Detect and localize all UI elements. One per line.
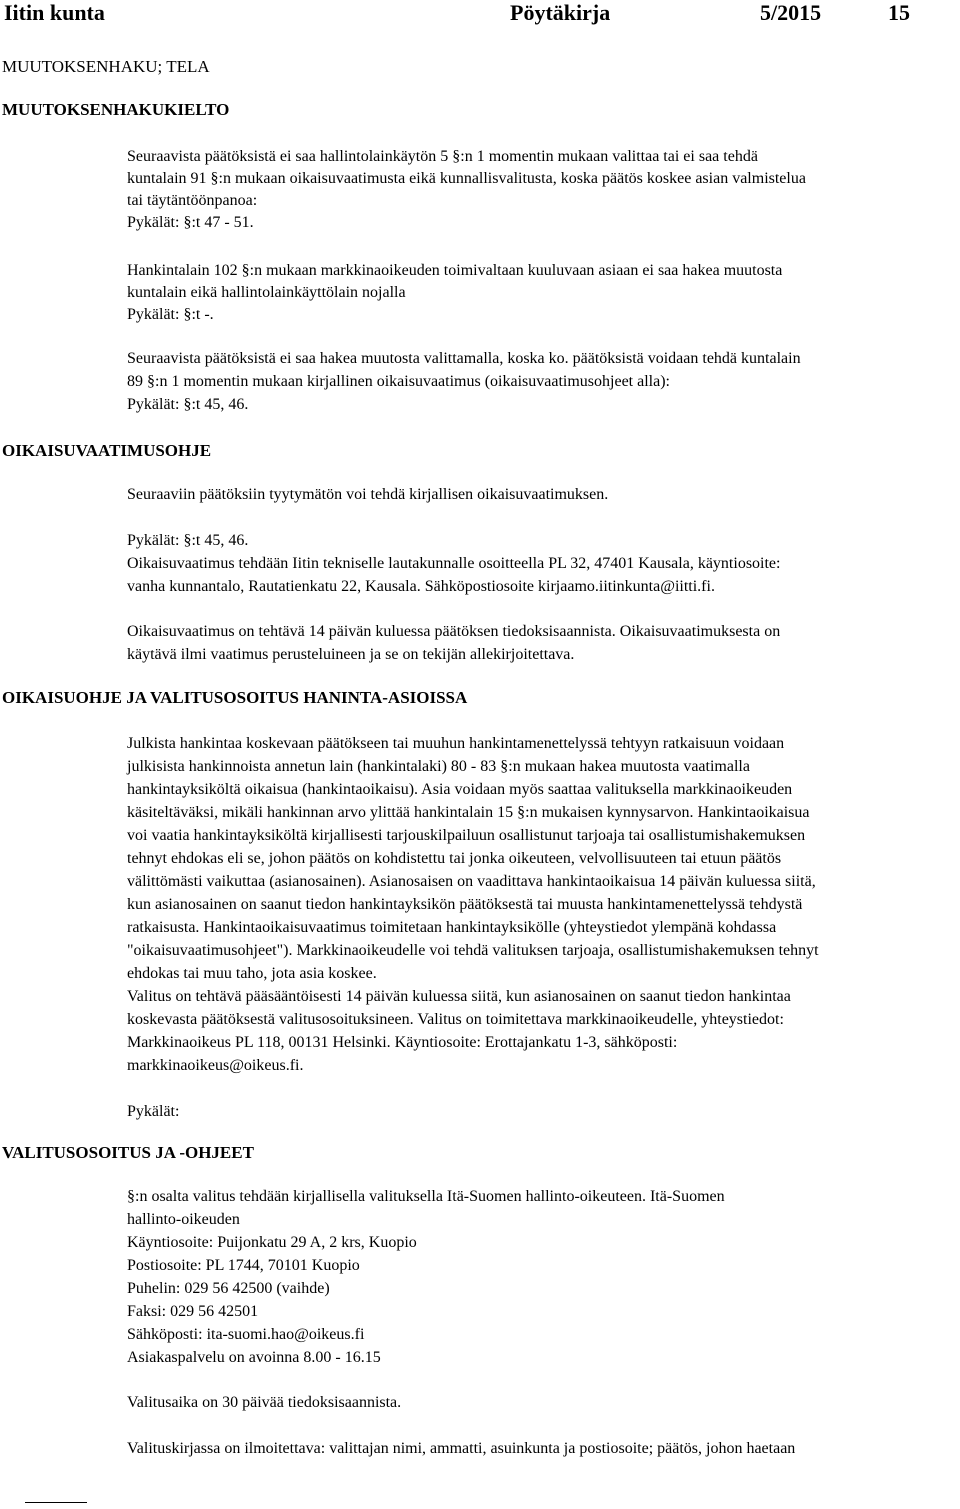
- app-line-5: Puhelin: 029 56 42500 (vaihde): [127, 1280, 330, 1297]
- ban-line-2: kuntalain 91 §:n mukaan oikaisuvaatimusta eikä kunnallisvalitusta, koska päätös koskee asian valmistelua: [127, 170, 806, 187]
- proc-line-8: kun asianosainen on saanut tiedon hankintayksikön päätöksestä tai muusta hankintamenettelyssä tehdystä: [127, 896, 803, 913]
- proc-line-3: hankintayksiköltä oikaisua (hankintaoikaisu). Asia voidaan myös saattaa valituksella markkinaoikeuden: [127, 781, 793, 798]
- proc-line-5: voi vaatia hankintayksiköltä kirjallisesti tarjouskilpailuun osallistunut tarjoaja tai osallistumishakemuksen: [127, 827, 806, 844]
- proc-line-11: ehdokas tai muu taho, jota asia koskee.: [127, 965, 377, 982]
- proc-line-2: julkisista hankinnoista annetun lain (hankintalaki) 80 - 83 §:n mukaan hakea muutosta vaatimalla: [127, 758, 750, 775]
- proc-line-7: välittömästi vaikuttaa (asianosainen). Asianosaisen on vaadittava hankintaoikaisua 14 päivän kuluessa siitä,: [127, 873, 816, 890]
- rect-line-4: vanha kunnantalo, Rautatienkatu 22, Kausala. Sähköpostiosoite kirjaamo.iitinkunta@iitti.fi.: [127, 578, 715, 595]
- proc-line-9: ratkaisusta. Hankintaoikaisuvaatimus toimitetaan hankintayksikölle (yhteystiedot ylempänä kohdassa: [127, 919, 777, 936]
- proc-line-15: markkinaoikeus@oikeus.fi.: [127, 1057, 304, 1074]
- proc-line-1: Julkista hankintaa koskevaan päätökseen tai muuhun hankintamenettelyssä tehtyyn ratkaisuun voidaan: [127, 735, 785, 752]
- heading-appeal-ban: MUUTOKSENHAKUKIELTO: [2, 100, 230, 119]
- app-line-7: Sähköposti: ita-suomi.hao@oikeus.fi: [127, 1326, 365, 1343]
- rect-line-6: käytävä ilmi vaatimus perusteluineen ja se on tekijän allekirjoitettava.: [127, 646, 575, 663]
- proc-line-14: Markkinaoikeus PL 118, 00131 Helsinki. Käyntiosoite: Erottajankatu 1-3, sähköposti:: [127, 1034, 678, 1051]
- appealno-line-1: Seuraavista päätöksistä ei saa hakea muutosta valittamalla, koska ko. päätöksistä voidaan tehdä kuntalain: [127, 350, 801, 367]
- market-line-3: Pykälät: §:t -.: [127, 306, 214, 323]
- ban-line-3: tai täytäntöönpanoa:: [127, 192, 258, 209]
- app-line-10: Valituskirjassa on ilmoitettava: valittajan nimi, ammatti, asuinkunta ja postiosoite; päätös, johon haetaan: [127, 1440, 796, 1457]
- app-line-6: Faksi: 029 56 42501: [127, 1303, 259, 1320]
- rect-line-5: Oikaisuvaatimus on tehtävä 14 päivän kuluessa päätöksen tiedoksisaannista. Oikaisuvaatimuksesta on: [127, 623, 781, 640]
- market-line-1: Hankintalain 102 §:n mukaan markkinaoikeuden toimivaltaan kuuluvaan asiaan ei saa hakea muutosta: [127, 262, 783, 279]
- proc-line-13: koskevasta päätöksestä valitusosoituksineen. Valitus on toimitettava markkinaoikeudelle, yhteystiedot:: [127, 1011, 784, 1028]
- municipality-name: Iitin kunta: [4, 0, 105, 25]
- heading-procurement: OIKAISUOHJE JA VALITUSOSOITUS HANINTA-ASIOISSA: [2, 688, 468, 707]
- proc-line-10: "oikaisuvaatimusohjeet"). Markkinaoikeudelle voi tehdä valituksen tarjoaja, osallistumishakemuksen tehnyt: [127, 942, 819, 959]
- app-line-4: Postiosoite: PL 1744, 70101 Kuopio: [127, 1257, 360, 1274]
- page-number: 15: [888, 0, 910, 25]
- appealno-line-3: Pykälät: §:t 45, 46.: [127, 396, 249, 413]
- market-line-2: kuntalain eikä hallintolainkäyttölain nojalla: [127, 284, 406, 301]
- rect-line-1: Seuraaviin päätöksiin tyytymätön voi tehdä kirjallisen oikaisuvaatimuksen.: [127, 486, 609, 503]
- appealno-line-2: 89 §:n 1 momentin mukaan kirjallinen oikaisuvaatimus (oikaisuvaatimusohjeet alla):: [127, 373, 670, 390]
- heading-appeal-instructions: VALITUSOSOITUS JA -OHJEET: [2, 1143, 254, 1162]
- app-line-1: §:n osalta valitus tehdään kirjallisella valituksella Itä-Suomen hallinto-oikeuteen. Itä-Suomen: [127, 1188, 725, 1205]
- app-line-2: hallinto-oikeuden: [127, 1211, 240, 1228]
- document-number: 5/2015: [760, 0, 822, 25]
- proc-line-16: Pykälät:: [127, 1103, 180, 1120]
- proc-line-12: Valitus on tehtävä pääsääntöisesti 14 päivän kuluessa siitä, kun asianosainen on saanut tiedon hankintaa: [127, 988, 791, 1005]
- ban-line-1: Seuraavista päätöksistä ei saa hallintolainkäytön 5 §:n 1 momentin mukaan valittaa tai ei saa tehdä: [127, 148, 758, 165]
- proc-line-6: tehnyt ehdokas eli se, johon päätös on kohdistettu tai jonka oikeuteen, velvollisuuteen tai etuun päätös: [127, 850, 782, 867]
- rect-line-3: Oikaisuvaatimus tehdään Iitin tekniselle lautakunnalle osoitteella PL 32, 47401 Kausala, käyntiosoite:: [127, 555, 781, 572]
- app-line-3: Käyntiosoite: Puijonkatu 29 A, 2 krs, Kuopio: [127, 1234, 417, 1251]
- heading-appeal-section: MUUTOKSENHAKU; TELA: [2, 57, 210, 76]
- proc-line-4: käsiteltäväksi, mikäli hankinnan arvo ylittää hankintalain 15 §:n mukaisen kynnysarvon. Hankintaoikaisua: [127, 804, 810, 821]
- app-line-9: Valitusaika on 30 päivää tiedoksisaannista.: [127, 1394, 402, 1411]
- rect-line-2: Pykälät: §:t 45, 46.: [127, 532, 249, 549]
- ban-line-4: Pykälät: §:t 47 - 51.: [127, 214, 254, 231]
- document-type: Pöytäkirja: [510, 0, 611, 25]
- heading-rectification: OIKAISUVAATIMUSOHJE: [2, 441, 212, 460]
- app-line-8: Asiakaspalvelu on avoinna 8.00 - 16.15: [127, 1349, 381, 1366]
- footnote-divider: [25, 1502, 87, 1503]
